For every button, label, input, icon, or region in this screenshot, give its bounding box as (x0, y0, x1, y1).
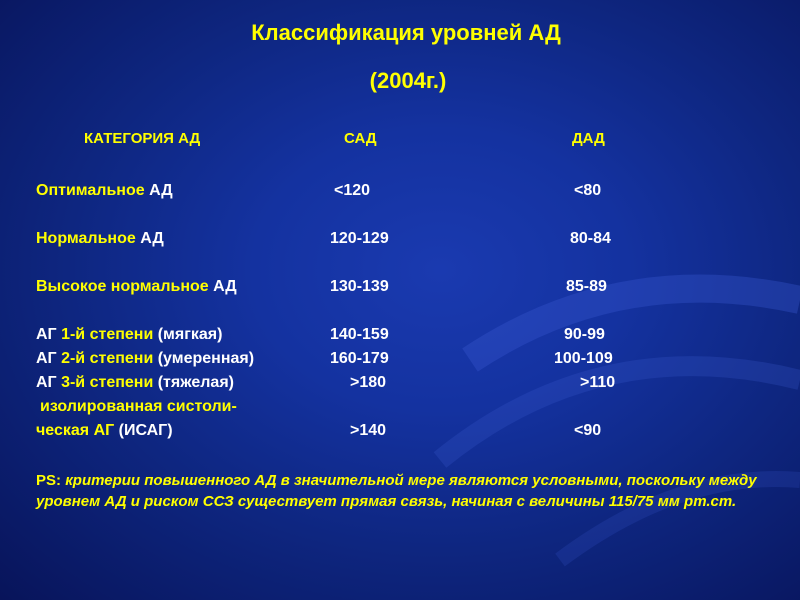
row-label (36, 350, 254, 368)
row-sad: 130-139 (330, 278, 389, 295)
row-label-prefix: АГ (36, 326, 62, 343)
row-dad: <90 (574, 422, 602, 439)
row-label-line1: изолированная систоли- (40, 398, 237, 415)
row-label (36, 278, 237, 296)
header-category: КАТЕГОРИЯ АД (84, 130, 201, 147)
table-row-grade-2 (0, 350, 800, 372)
row-sad: <120 (334, 182, 371, 199)
row-label-suffix: (тяжелая) (153, 374, 234, 391)
row-label-suffix: (умеренная) (153, 350, 255, 367)
table-row-grade-3 (0, 374, 800, 396)
row-label-rest: АД (135, 230, 164, 247)
table-row-grade-1 (0, 326, 800, 348)
slide-subtitle-year: (2004г.) (369, 68, 447, 93)
row-label-degree: 3-й степени (61, 374, 154, 391)
slide-title: Классификация уровней АД (251, 20, 561, 45)
row-dad: 85-89 (566, 278, 607, 295)
row-label-prefix: АГ (36, 350, 62, 367)
header-dad: ДАД (572, 130, 605, 147)
table-row-optimal (0, 182, 800, 204)
footnote (36, 470, 786, 512)
row-label (36, 374, 234, 392)
row-label-prefix: АГ (36, 374, 62, 391)
table-row-high-normal (0, 278, 800, 300)
row-label-degree: 1-й степени (61, 326, 154, 343)
row-label-degree: 2-й степени (61, 350, 154, 367)
header-sad: САД (344, 130, 377, 147)
row-dad: 90-99 (564, 326, 605, 343)
row-label-rest: АД (144, 182, 173, 199)
row-label (36, 182, 173, 200)
row-label-suffix: (мягкая) (153, 326, 223, 343)
row-label-colored: Высокое нормальное (36, 278, 209, 295)
row-sad: 120-129 (330, 230, 389, 247)
row-label-colored: Нормальное (36, 230, 136, 247)
row-label-colored: Оптимальное (36, 182, 145, 199)
footnote-lead: PS: (36, 472, 66, 489)
row-dad: >110 (580, 374, 616, 391)
row-dad: <80 (574, 182, 602, 199)
table-row-isolated-systolic (0, 422, 800, 444)
row-sad: 140-159 (330, 326, 389, 343)
row-label (36, 422, 173, 440)
table-row-isolated-systolic-line1 (0, 398, 800, 420)
row-sad: >180 (350, 374, 387, 391)
row-label-colored: ческая АГ (36, 422, 115, 439)
table-row-normal (0, 230, 800, 252)
row-label-rest: АД (208, 278, 237, 295)
row-sad: >140 (350, 422, 387, 439)
row-sad: 160-179 (330, 350, 389, 367)
row-label (36, 230, 164, 248)
row-label (36, 326, 222, 344)
row-dad: 100-109 (554, 350, 613, 367)
row-dad: 80-84 (570, 230, 611, 247)
row-label-rest: (ИСАГ) (114, 422, 173, 439)
footnote-text: критерии повышенного АД в значительной мере являются условными, поскольку между уровнем АД и риском ССЗ существует прямая связь, начиная с величины 115/75 мм рт.ст. (36, 472, 757, 510)
